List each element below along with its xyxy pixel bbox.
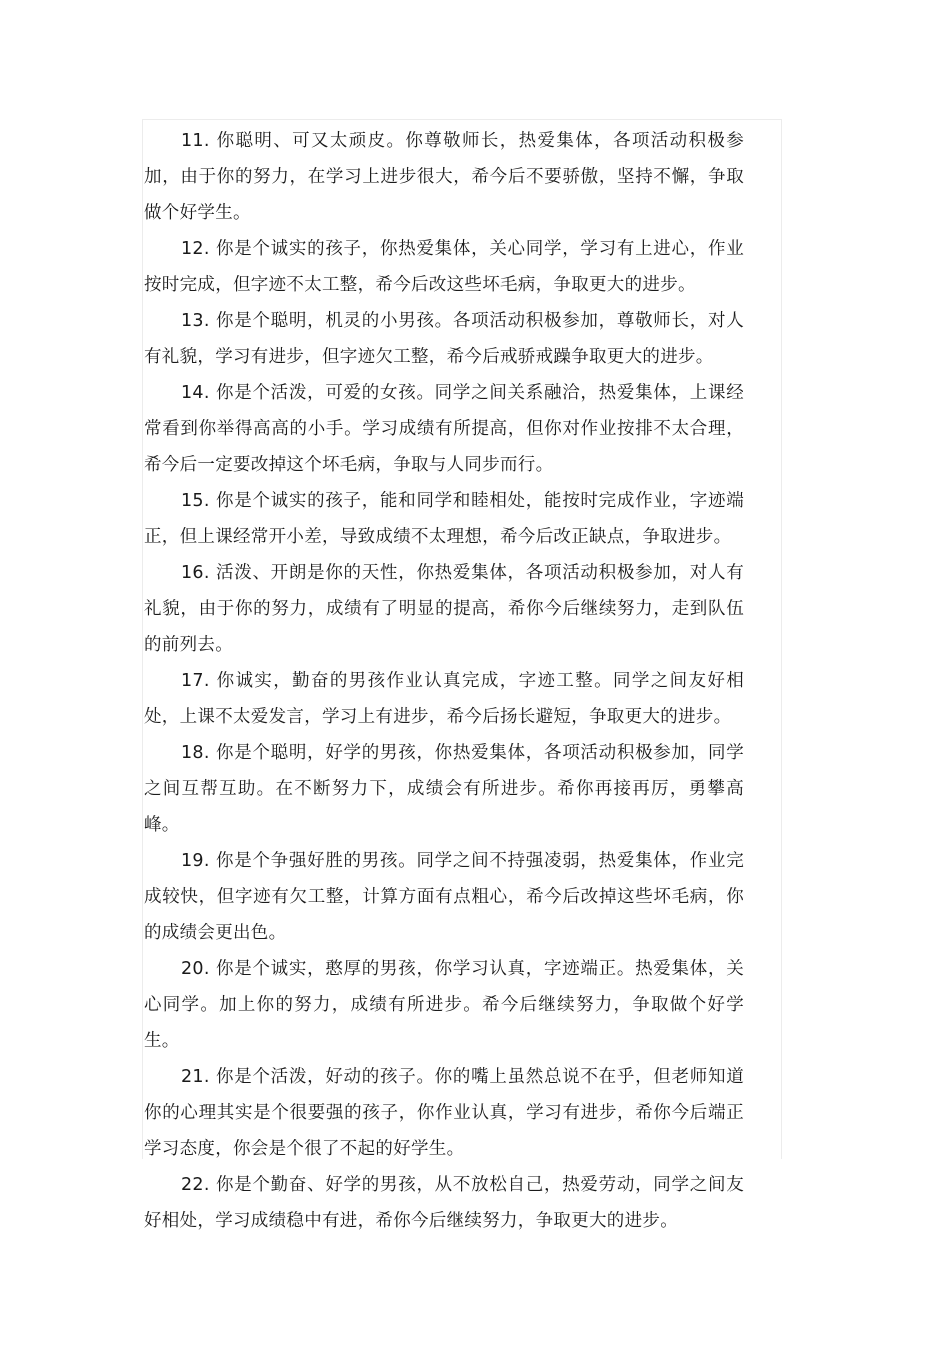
comment-paragraph-15: 15. 你是个诚实的孩子，能和同学和睦相处，能按时完成作业，字迹端正，但上课经常开小差，导致成绩不太理想，希今后改正缺点，争取进步。 bbox=[144, 491, 744, 547]
comment-paragraph-17: 17. 你诚实，勤奋的男孩作业认真完成，字迹工整。同学之间友好相处，上课不太爱发言，学习上有进步，希今后扬长避短，争取更大的进步。 bbox=[144, 671, 744, 727]
comment-paragraph-21: 21. 你是个活泼，好动的孩子。你的嘴上虽然总说不在乎，但老师知道你的心理其实是个很要强的孩子，你作业认真，学习有进步，希你今后端正学习态度，你会是个很了不起的好学生。 bbox=[144, 1067, 744, 1159]
comment-paragraph-20: 20. 你是个诚实，憨厚的男孩，你学习认真，字迹端正。热爱集体，关心同学。加上你的努力，成绩有所进步。希今后继续努力，争取做个好学生。 bbox=[144, 959, 744, 1051]
comment-paragraph-13: 13. 你是个聪明，机灵的小男孩。各项活动积极参加，尊敬师长，对人有礼貌，学习有进步，但字迹欠工整，希今后戒骄戒躁争取更大的进步。 bbox=[144, 311, 744, 367]
comment-paragraph-11: 11. 你聪明、可又太顽皮。你尊敬师长，热爱集体，各项活动积极参加，由于你的努力，在学习上进步很大，希今后不要骄傲，坚持不懈，争取做个好学生。 bbox=[144, 131, 744, 223]
document-body bbox=[144, 123, 744, 1239]
comment-paragraph-12: 12. 你是个诚实的孩子，你热爱集体，关心同学，学习有上进心，作业按时完成，但字迹不太工整，希今后改这些坏毛病，争取更大的进步。 bbox=[144, 239, 744, 295]
comment-paragraph-18: 18. 你是个聪明，好学的男孩，你热爱集体，各项活动积极参加，同学之间互帮互助。在不断努力下，成绩会有所进步。希你再接再厉，勇攀高峰。 bbox=[144, 743, 744, 835]
comment-paragraph-19: 19. 你是个争强好胜的男孩。同学之间不持强凌弱，热爱集体，作业完成较快，但字迹有欠工整，计算方面有点粗心，希今后改掉这些坏毛病，你的成绩会更出色。 bbox=[144, 851, 744, 943]
comment-paragraph-14: 14. 你是个活泼，可爱的女孩。同学之间关系融洽，热爱集体，上课经常看到你举得高高的小手。学习成绩有所提高，但你对作业按排不太合理，希今后一定要改掉这个坏毛病，争取与人同步而行。 bbox=[144, 383, 744, 475]
comment-paragraph-16: 16. 活泼、开朗是你的天性，你热爱集体，各项活动积极参加，对人有礼貌，由于你的努力，成绩有了明显的提高，希你今后继续努力，走到队伍的前列去。 bbox=[144, 563, 744, 655]
comment-paragraph-22: 22. 你是个勤奋、好学的男孩，从不放松自己，热爱劳动，同学之间友好相处，学习成绩稳中有进，希你今后继续努力，争取更大的进步。 bbox=[144, 1175, 744, 1231]
